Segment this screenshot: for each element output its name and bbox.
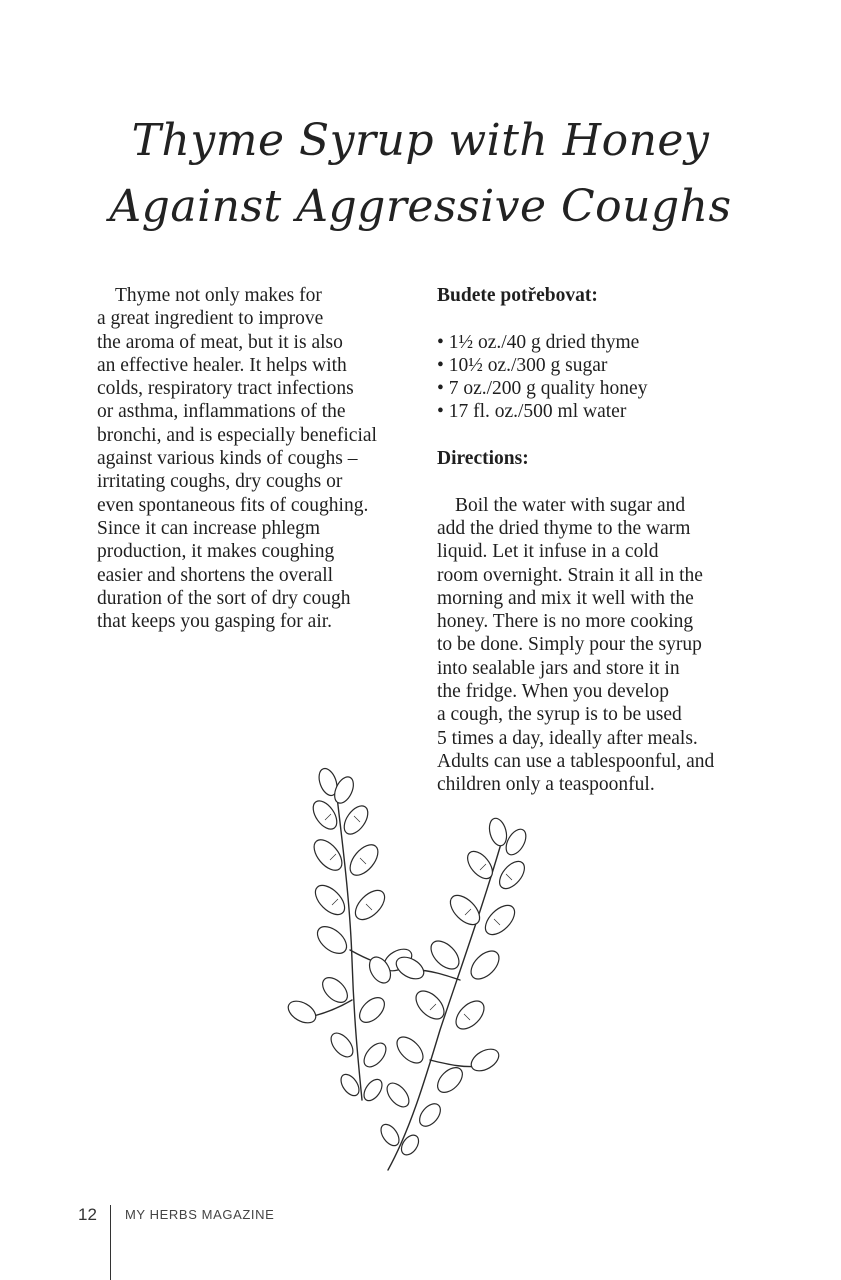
magazine-name: MY HERBS MAGAZINE — [125, 1207, 275, 1222]
directions-line: Boil the water with sugar and — [455, 494, 686, 516]
ingredient-item: • 1½ oz./40 g dried thyme — [437, 331, 640, 353]
directions-line: a cough, the syrup is to be used — [437, 704, 682, 726]
directions-line: honey. There is no more cooking — [437, 611, 694, 633]
intro-line: a great ingredient to improve — [97, 308, 324, 330]
intro-line: even spontaneous fits of coughing. — [97, 494, 369, 516]
title-line-1: Thyme Syrup with Honey — [131, 115, 710, 166]
recipe-column — [437, 284, 747, 797]
intro-line: duration of the sort of dry cough — [97, 587, 351, 609]
ingredients-heading: Budete potřebovat: — [437, 285, 598, 306]
directions-line: to be done. Simply pour the syrup — [437, 634, 702, 656]
intro-line: the aroma of meat, but it is also — [97, 331, 343, 353]
directions-line: room overnight. Strain it all in the — [437, 564, 703, 586]
directions-line: the fridge. When you develop — [437, 681, 669, 703]
title-line-2: Against Aggressive Coughs — [109, 181, 732, 232]
intro-line: or asthma, inflammations of the — [97, 401, 346, 423]
intro-line: Thyme not only makes for — [115, 285, 322, 306]
right-stem — [388, 830, 505, 1170]
directions-text — [437, 494, 747, 797]
thyme-sprigs-illustration — [280, 760, 550, 1190]
recipe-title — [60, 108, 781, 240]
intro-line: an effective healer. It helps with — [97, 354, 347, 376]
intro-line: colds, respiratory tract infections — [97, 378, 354, 400]
directions-line: add the dried thyme to the warm — [437, 517, 691, 539]
directions-line: Adults can use a tablespoonful, and — [437, 750, 715, 772]
directions-line: children only a teaspoonful. — [437, 774, 655, 796]
ingredient-item: • 10½ oz./300 g sugar — [437, 354, 608, 376]
ingredients-list — [437, 331, 747, 424]
page-number: 12 — [78, 1205, 97, 1224]
intro-line: irritating coughs, dry coughs or — [97, 471, 343, 493]
directions-line: into sealable jars and store it in — [437, 657, 680, 679]
footer-divider — [110, 1205, 111, 1280]
intro-line: production, it makes coughing — [97, 541, 335, 563]
ingredient-item: • 17 fl. oz./500 ml water — [437, 401, 627, 423]
intro-line: against various kinds of coughs – — [97, 448, 358, 470]
intro-line: that keeps you gasping for air. — [97, 611, 333, 633]
intro-line: bronchi, and is especially beneficial — [97, 424, 377, 446]
directions-line: liquid. Let it infuse in a cold — [437, 541, 659, 563]
intro-line: Since it can increase phlegm — [97, 517, 321, 539]
intro-line: easier and shortens the overall — [97, 564, 334, 586]
directions-line: morning and mix it well with the — [437, 587, 694, 609]
directions-line: 5 times a day, ideally after meals. — [437, 727, 698, 749]
directions-heading: Directions: — [437, 448, 529, 470]
intro-text — [97, 284, 397, 633]
ingredient-item: • 7 oz./200 g quality honey — [437, 378, 648, 400]
